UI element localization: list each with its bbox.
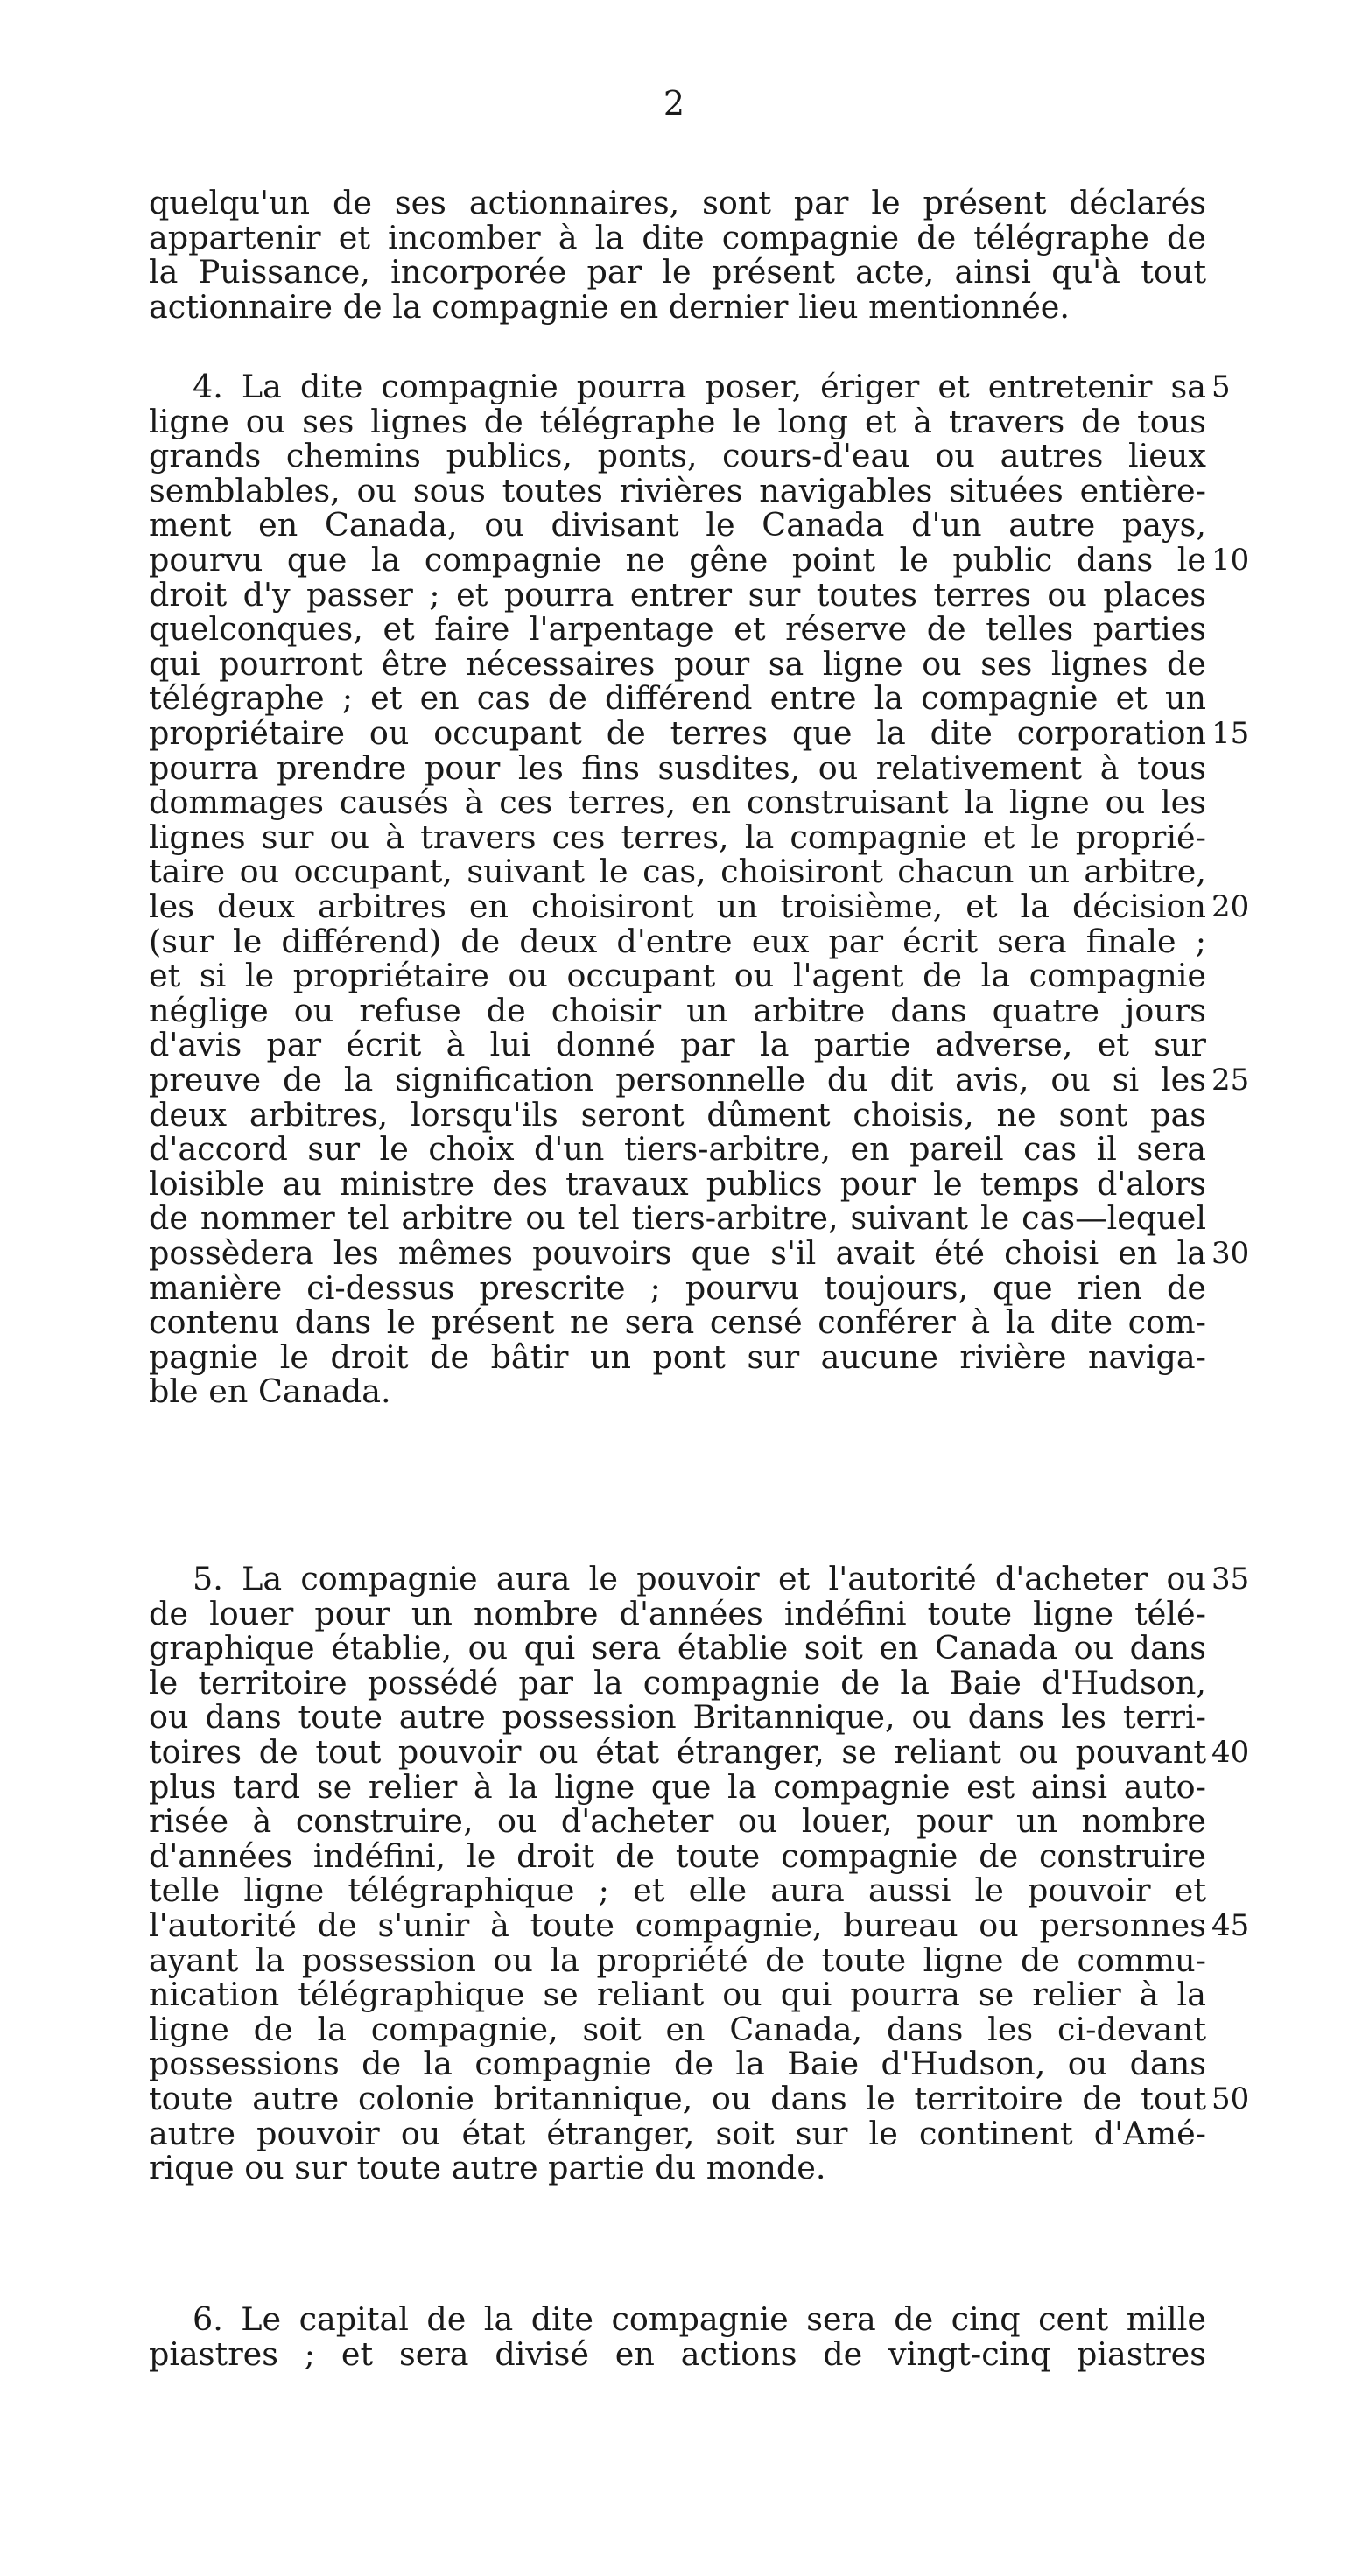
line-number: 45 (1211, 1908, 1250, 1943)
text-line: loisible au ministre des travaux publics pour le temps d'alors (149, 1167, 1206, 1202)
text-line: piastres ; et sera divisé en actions de vingt-cinq piastres (149, 2337, 1206, 2372)
text-line: les deux arbitres en choisiront un troisième, et la décision (149, 889, 1206, 924)
text-line: graphique établie, ou qui sera établie soit en Canada ou dans (149, 1631, 1206, 1666)
line-number: 10 (1211, 543, 1250, 578)
text-line: et si le propriétaire ou occupant ou l'agent de la compagnie (149, 958, 1206, 993)
text-line: qui pourront être nécessaires pour sa ligne ou ses lignes de (149, 647, 1206, 682)
line-number: 35 (1211, 1562, 1250, 1597)
text-line: l'autorité de s'unir à toute compagnie, bureau ou personnes (149, 1908, 1206, 1943)
text-line: contenu dans le présent ne sera censé conférer à la dite com- (149, 1305, 1206, 1340)
text-line: de nommer tel arbitre ou tel tiers-arbitre, suivant le cas—lequel (149, 1201, 1206, 1236)
text-line: manière ci-dessus prescrite ; pourvu toujours, que rien de (149, 1271, 1206, 1306)
line-number: 5 (1211, 369, 1231, 404)
text-line: d'années indéfini, le droit de toute compagnie de construire (149, 1839, 1206, 1874)
text-line: la Puissance, incorporée par le présent acte, ainsi qu'à tout (149, 255, 1206, 290)
text-line: d'avis par écrit à lui donné par la partie adverse, et sur (149, 1028, 1206, 1063)
text-line: toires de tout pouvoir ou état étranger, se reliant ou pouvant (149, 1735, 1206, 1770)
text-line: droit d'y passer ; et pourra entrer sur toutes terres ou places (149, 578, 1206, 613)
text-line: pourvu que la compagnie ne gêne point le public dans le (149, 543, 1206, 578)
text-line: le territoire possédé par la compagnie de la Baie d'Hudson, (149, 1666, 1206, 1701)
text-line: quelqu'un de ses actionnaires, sont par le présent déclarés (149, 186, 1206, 221)
text-line: deux arbitres, lorsqu'ils seront dûment choisis, ne sont pas (149, 1098, 1206, 1133)
text-line: toute autre colonie britannique, ou dans le territoire de tout (149, 2081, 1206, 2116)
line-number: 25 (1211, 1063, 1250, 1098)
text-line: taire ou occupant, suivant le cas, choisiront chacun un arbitre, (149, 854, 1206, 889)
text-line: pagnie le droit de bâtir un pont sur aucune rivière naviga- (149, 1340, 1206, 1375)
line-number: 20 (1211, 889, 1250, 924)
text-line: risée à construire, ou d'acheter ou louer, pour un nombre (149, 1804, 1206, 1839)
text-line: telle ligne télégraphique ; et elle aura aussi le pouvoir et (149, 1873, 1206, 1908)
text-line: preuve de la signification personnelle du dit avis, ou si les (149, 1063, 1206, 1098)
text-line: propriétaire ou occupant de terres que la dite corporation (149, 716, 1206, 751)
text-line: (sur le différend) de deux d'entre eux par écrit sera finale ; (149, 924, 1206, 959)
text-line: nication télégraphique se reliant ou qui pourra se relier à la (149, 1977, 1206, 2012)
text-line: quelconques, et faire l'arpentage et réserve de telles parties (149, 612, 1206, 647)
text-line: appartenir et incomber à la dite compagnie de télégraphe de (149, 221, 1206, 256)
text-line: 4. La dite compagnie pourra poser, ériger et entretenir sa (193, 369, 1206, 404)
text-line: plus tard se relier à la ligne que la compagnie est ainsi auto- (149, 1770, 1206, 1805)
text-line: de louer pour un nombre d'années indéfini toute ligne télé- (149, 1597, 1206, 1632)
text-line: actionnaire de la compagnie en dernier lieu mentionnée. (149, 290, 1070, 325)
text-line: ment en Canada, ou divisant le Canada d'un autre pays, (149, 508, 1206, 543)
page-number: 2 (663, 84, 685, 123)
text-line: ayant la possession ou la propriété de toute ligne de commu- (149, 1943, 1206, 1978)
text-line: grands chemins publics, ponts, cours-d'eau ou autres lieux (149, 439, 1206, 474)
text-line: ou dans toute autre possession Britannique, ou dans les terri- (149, 1700, 1206, 1735)
line-number: 50 (1211, 2081, 1250, 2116)
text-line: ligne de la compagnie, soit en Canada, dans les ci-devant (149, 2012, 1206, 2047)
text-line: lignes sur ou à travers ces terres, la compagnie et le proprié- (149, 820, 1206, 855)
text-line: possèdera les mêmes pouvoirs que s'il avait été choisi en la (149, 1236, 1206, 1271)
text-line: d'accord sur le choix d'un tiers-arbitre, en pareil cas il sera (149, 1132, 1206, 1167)
text-line: ble en Canada. (149, 1374, 391, 1409)
text-line: dommages causés à ces terres, en construisant la ligne ou les (149, 785, 1206, 820)
text-line: 6. Le capital de la dite compagnie sera de cinq cent mille (193, 2302, 1206, 2337)
text-line: néglige ou refuse de choisir un arbitre dans quatre jours (149, 993, 1206, 1028)
text-line: 5. La compagnie aura le pouvoir et l'autorité d'acheter ou (193, 1562, 1206, 1597)
line-number: 15 (1211, 716, 1250, 751)
text-line: semblables, ou sous toutes rivières navigables situées entière- (149, 474, 1206, 509)
text-line: ligne ou ses lignes de télégraphe le long et à travers de tous (149, 404, 1206, 439)
text-line: télégraphe ; et en cas de différend entre la compagnie et un (149, 681, 1206, 716)
text-line: rique ou sur toute autre partie du monde. (149, 2151, 826, 2186)
line-number: 40 (1211, 1735, 1250, 1770)
text-line: autre pouvoir ou état étranger, soit sur le continent d'Amé- (149, 2116, 1206, 2151)
text-line: possessions de la compagnie de la Baie d'Hudson, ou dans (149, 2046, 1206, 2081)
line-number: 30 (1211, 1236, 1250, 1271)
text-line: pourra prendre pour les fins susdites, ou relativement à tous (149, 751, 1206, 786)
